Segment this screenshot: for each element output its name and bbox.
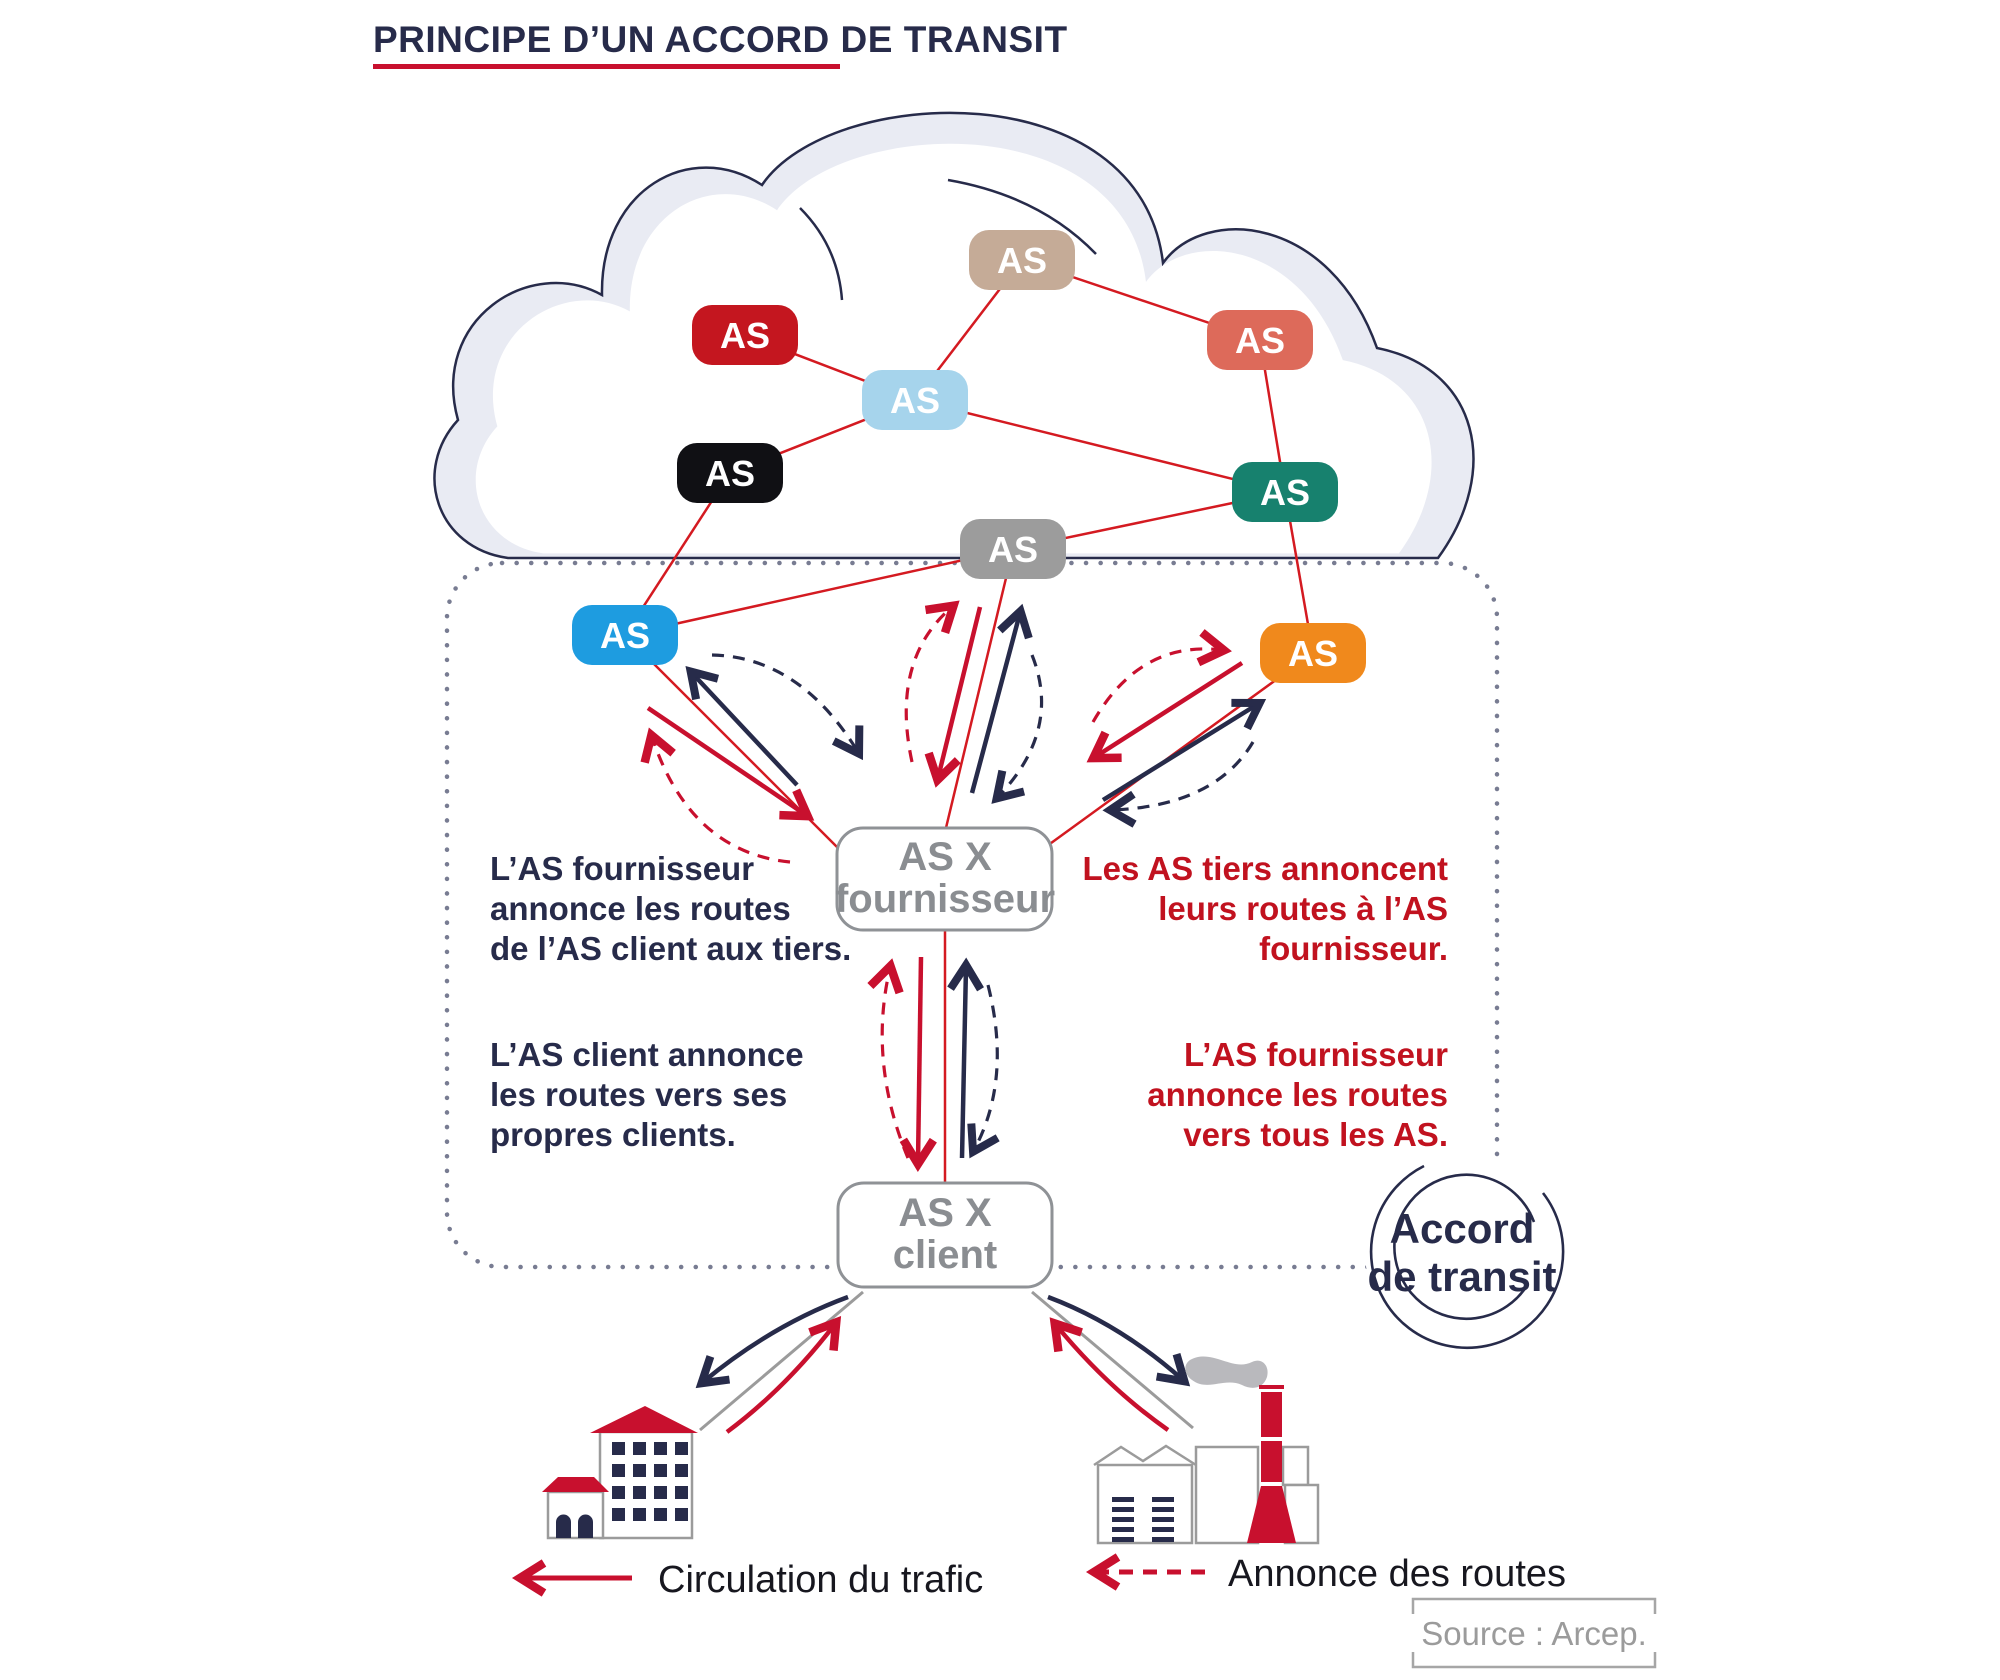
link-blue-provider xyxy=(625,635,846,856)
traffic-to-office-arrow xyxy=(703,1297,848,1382)
annotation-line: annonce les routes xyxy=(490,890,791,927)
traffic-from-factory-arrow xyxy=(1056,1325,1168,1430)
physical-link-left xyxy=(700,1292,863,1430)
stamp-line2: de transit xyxy=(1367,1253,1557,1300)
as-node-salmon-label: AS xyxy=(1234,320,1286,361)
route-up-dashed-arrow xyxy=(882,968,908,1158)
annotation-right-bottom xyxy=(1147,1036,1448,1153)
link-gray-provider xyxy=(945,549,1013,832)
office-annex-door xyxy=(578,1515,593,1538)
as-node-teal-label: AS xyxy=(1259,472,1311,513)
traffic-from-office-arrow xyxy=(727,1324,835,1432)
as-x-client-line1: AS X xyxy=(898,1191,992,1235)
annotation-line: L’AS client annonce xyxy=(490,1036,804,1073)
as-x-provider-box xyxy=(835,828,1055,930)
as-x-provider-line2: fournisseur xyxy=(834,877,1056,921)
route-out-dashed-arrow xyxy=(906,607,952,762)
annotation-line: vers tous les AS. xyxy=(1183,1116,1448,1153)
as-node-gray-label: AS xyxy=(987,529,1039,570)
link-orange-provider xyxy=(1047,653,1313,846)
as-node-tan-label: AS xyxy=(996,240,1048,281)
traffic-in-arrow xyxy=(648,708,806,815)
traffic-down-arrow xyxy=(918,957,921,1162)
annotation-line: L’AS fournisseur xyxy=(1183,1036,1448,1073)
factory-sawtooth-roof xyxy=(1094,1446,1196,1465)
annotation-line: leurs routes à l’AS xyxy=(1158,890,1448,927)
factory-smoke xyxy=(1185,1357,1267,1388)
as-node-blue xyxy=(572,605,678,665)
routes-legend-label: Annonce des routes xyxy=(1228,1553,1567,1595)
source-box-top-bracket xyxy=(1413,1599,1655,1614)
traffic-in-arrow xyxy=(1095,663,1242,757)
annotation-line: fournisseur. xyxy=(1259,930,1448,967)
as-node-red xyxy=(692,305,798,365)
as-x-client-box xyxy=(838,1183,1052,1287)
annotation-line: les routes vers ses xyxy=(490,1076,788,1113)
arrows-provider-client xyxy=(882,957,997,1162)
transit-agreement-stamp xyxy=(1365,1152,1565,1352)
as-x-client-line2: client xyxy=(892,1233,998,1277)
link-blue-gray xyxy=(625,549,1013,635)
traffic-up-arrow xyxy=(962,967,966,1158)
as-node-red-label: AS xyxy=(719,315,771,356)
traffic-out-arrow xyxy=(692,673,797,785)
traffic-legend-label: Circulation du trafic xyxy=(658,1559,984,1601)
as-node-orange xyxy=(1260,623,1366,683)
as-node-gray xyxy=(960,519,1066,579)
page-title: PRINCIPE D’UN ACCORD DE TRANSIT xyxy=(373,19,1068,60)
arrows-gray-as-provider xyxy=(906,607,1041,797)
title-underline xyxy=(373,64,840,69)
factory-building-icon xyxy=(1094,1357,1318,1543)
as-x-provider-line1: AS X xyxy=(898,835,992,879)
page-header xyxy=(373,19,1068,69)
arrows-blue-as-provider xyxy=(648,655,858,862)
legend xyxy=(522,1553,1566,1601)
as-node-black-label: AS xyxy=(704,453,756,494)
annotation-line: propres clients. xyxy=(490,1116,736,1153)
annotation-line: de l’AS client aux tiers. xyxy=(490,930,852,967)
as-node-orange-label: AS xyxy=(1287,633,1339,674)
traffic-out-arrow xyxy=(1103,704,1258,800)
source-box-bottom-bracket xyxy=(1413,1652,1655,1667)
stamp-line1: Accord xyxy=(1389,1205,1535,1252)
office-building-icon xyxy=(542,1406,698,1538)
office-annex-door xyxy=(556,1515,571,1538)
traffic-out-arrow xyxy=(972,613,1020,793)
source-label: Source : Arcep. xyxy=(1421,1615,1647,1652)
client-to-office-links xyxy=(700,1292,1193,1432)
route-in-dashed-arrow xyxy=(712,655,858,752)
annotation-left-bottom xyxy=(490,1036,804,1153)
annotation-line: L’AS fournisseur xyxy=(490,850,755,887)
office-roof xyxy=(590,1406,698,1433)
as-node-salmon xyxy=(1207,310,1313,370)
as-node-blue-label: AS xyxy=(599,615,651,656)
route-out-dashed-arrow xyxy=(1093,649,1222,722)
route-down-dashed-arrow xyxy=(974,985,997,1150)
factory-right-upper-block xyxy=(1283,1447,1308,1485)
as-node-lightblue-label: AS xyxy=(889,380,941,421)
as-node-lightblue xyxy=(862,370,968,430)
annotation-left-top xyxy=(490,850,851,967)
annotation-line: annonce les routes xyxy=(1147,1076,1448,1113)
as-node-teal xyxy=(1232,462,1338,522)
physical-link-right xyxy=(1032,1292,1193,1428)
factory-mid-block xyxy=(1196,1447,1258,1543)
arrows-orange-as-provider xyxy=(1093,649,1258,810)
as-node-tan xyxy=(969,230,1075,290)
annotation-line: Les AS tiers annoncent xyxy=(1082,850,1448,887)
traffic-in-arrow xyxy=(938,607,980,778)
annotation-right-top xyxy=(1082,850,1448,967)
source-box xyxy=(1413,1599,1655,1667)
as-node-black xyxy=(677,443,783,503)
